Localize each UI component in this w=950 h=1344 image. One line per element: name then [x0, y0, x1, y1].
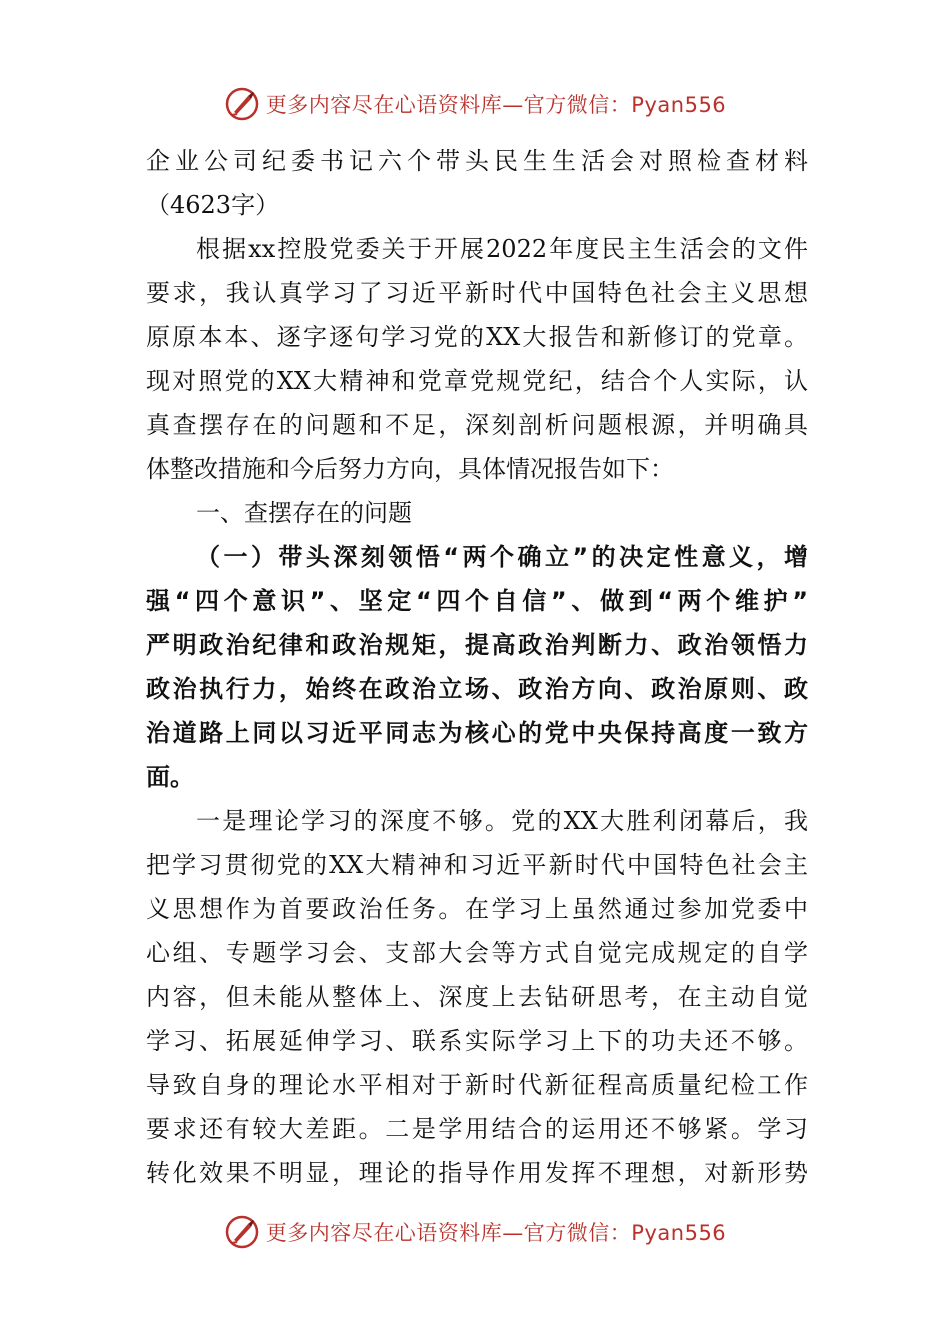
body-line: 心组、专题学习会、支部大会等方式自觉完成规定的自学: [146, 939, 808, 967]
watermark-text: 更多内容尽在心语资料库—官方微信：Pyan556: [265, 1221, 727, 1245]
document-title-wordcount: （4623字）: [146, 191, 280, 219]
body-line: 内容，但未能从整体上、深度上去钻研思考，在主动自觉: [146, 983, 808, 1011]
intro-line: 真查摆存在的问题和不足，深刻剖析问题根源，并明确具: [146, 411, 808, 439]
footer-watermark-banner: [0, 1210, 950, 1254]
section-heading: 一、查摆存在的问题: [196, 499, 412, 527]
body-line: 义思想作为首要政治任务。在学习上虽然通过参加党委中: [146, 895, 808, 923]
watermark-text: 更多内容尽在心语资料库—官方微信：Pyan556: [265, 93, 727, 117]
quill-logo-icon: [224, 1214, 260, 1250]
document-title: 企业公司纪委书记六个带头民生生活会对照检查材料: [146, 147, 808, 175]
intro-line: 根据xx控股党委关于开展2022年度民主生活会的文件: [196, 235, 808, 263]
subheading-line: 治道路上同以习近平同志为核心的党中央保持高度一致方: [146, 719, 808, 747]
subheading-line: 面。: [146, 763, 194, 791]
subheading-line: 政治执行力，始终在政治立场、政治方向、政治原则、政: [146, 675, 808, 703]
subheading-line: 强“四个意识”、坚定“四个自信”、做到“两个维护”: [146, 587, 808, 615]
body-line: 学习、拓展延伸学习、联系实际学习上下的功夫还不够。: [146, 1027, 808, 1055]
intro-line: 体整改措施和今后努力方向，具体情况报告如下：: [146, 455, 674, 483]
intro-line: 原原本本、逐字逐句学习党的XX大报告和新修订的党章。: [146, 323, 808, 351]
body-line: 把学习贯彻党的XX大精神和习近平新时代中国特色社会主: [146, 851, 808, 879]
body-line: 导致自身的理论水平相对于新时代新征程高质量纪检工作: [146, 1071, 808, 1099]
quill-logo-icon: [224, 86, 260, 122]
subheading-line: （一）带头深刻领悟“两个确立”的决定性意义，增: [196, 543, 808, 571]
body-line: 一是理论学习的深度不够。党的XX大胜利闭幕后，我: [196, 807, 808, 835]
intro-line: 现对照党的XX大精神和党章党规党纪，结合个人实际，认: [146, 367, 808, 395]
intro-line: 要求，我认真学习了习近平新时代中国特色社会主义思想: [146, 279, 808, 307]
body-line: 转化效果不明显，理论的指导作用发挥不理想，对新形势: [146, 1159, 808, 1187]
body-line: 要求还有较大差距。二是学用结合的运用还不够紧。学习: [146, 1115, 808, 1143]
document-body: [146, 139, 808, 1195]
header-watermark-banner: [0, 82, 950, 126]
subheading-line: 严明政治纪律和政治规矩，提高政治判断力、政治领悟力: [146, 631, 808, 659]
